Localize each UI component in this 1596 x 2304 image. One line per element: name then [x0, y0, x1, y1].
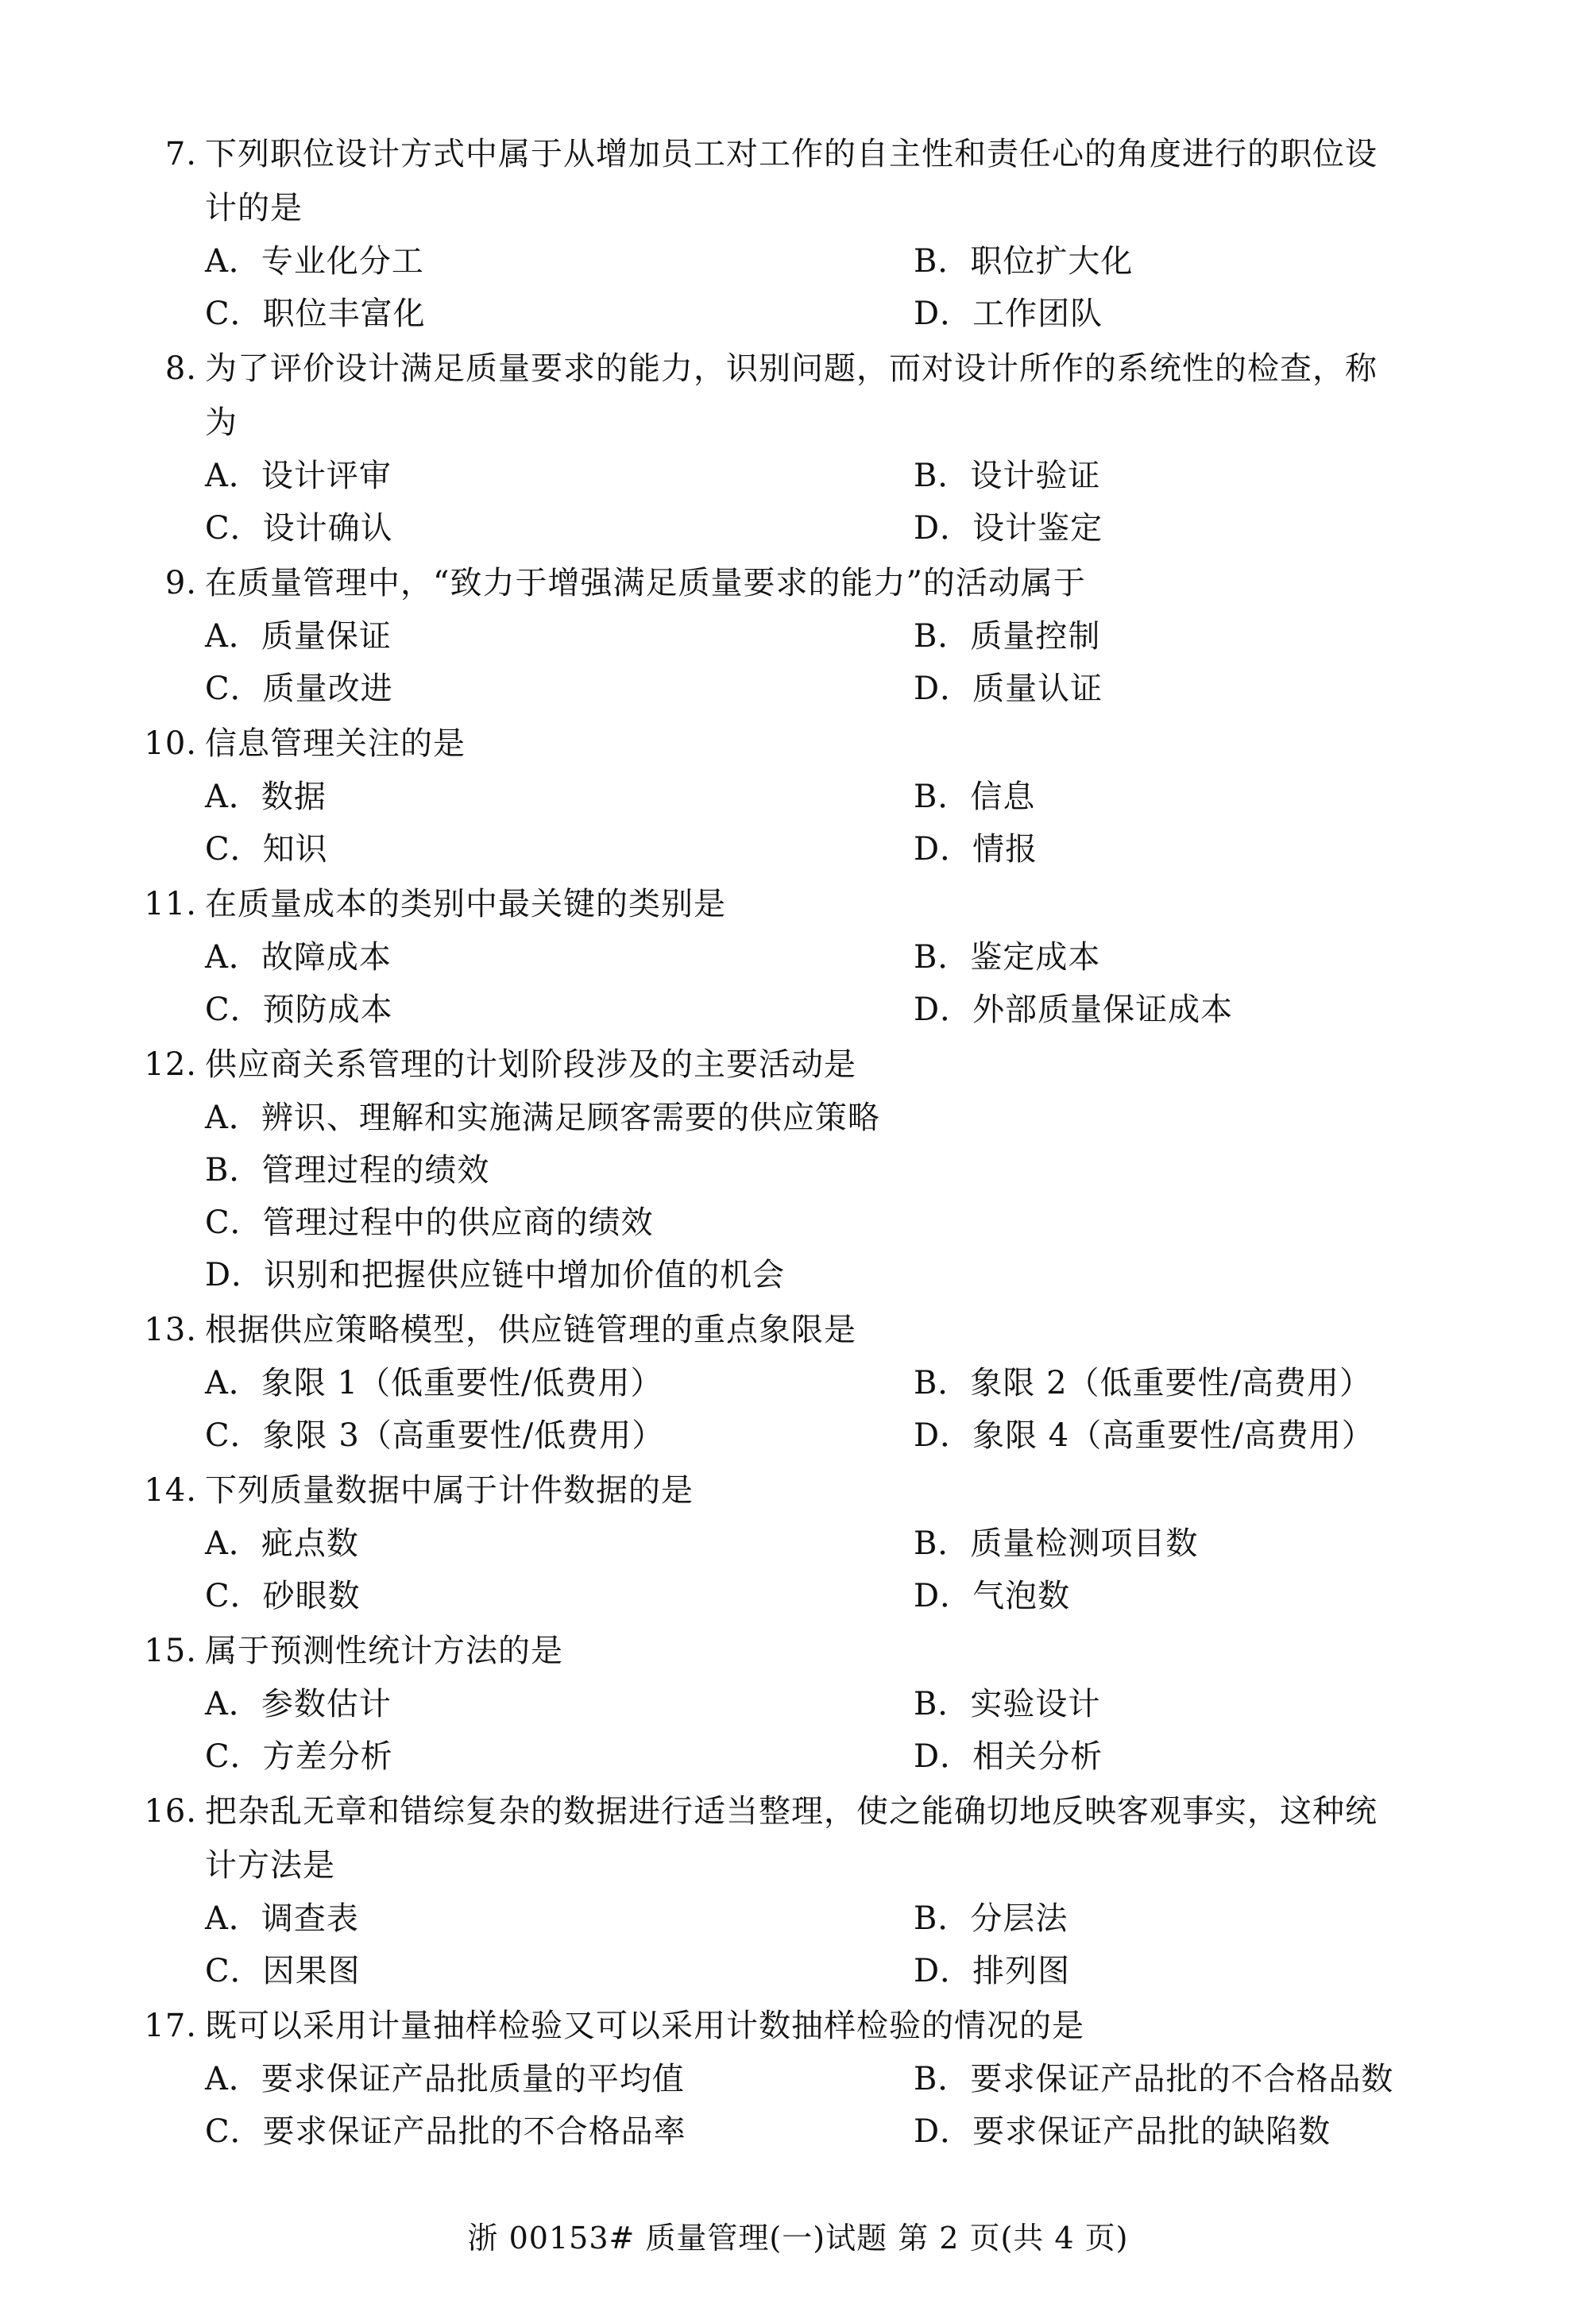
question-stem [0, 127, 1596, 235]
option-a: A．疵点数 [205, 1525, 359, 1562]
question-number: 9. [164, 565, 197, 601]
question-6 [0, 1303, 1596, 1454]
option-b: B．质量控制 [914, 618, 1101, 655]
option-c: C．要求保证产品批的不合格品率 [205, 2113, 686, 2150]
option-c: C．管理过程中的供应商的绩效 [205, 1204, 654, 1241]
question-number: 17. [144, 2008, 197, 2044]
question-number: 11. [144, 886, 197, 922]
option-a: A．专业化分工 [205, 243, 424, 280]
question-text-line: 计的是 [205, 190, 303, 226]
option-d: D．设计鉴定 [914, 510, 1103, 547]
question-1 [0, 342, 1596, 547]
question-3 [0, 717, 1596, 868]
question-text-line: 把杂乱无章和错综复杂的数据进行适当整理，使之能确切地反映客观事实，这种统 [205, 1793, 1378, 1830]
option-b: B．要求保证产品批的不合格品数 [914, 2061, 1394, 2097]
option-d: D．情报 [914, 831, 1038, 868]
question-text-line: 信息管理关注的是 [205, 725, 466, 762]
option-b: B．质量检测项目数 [914, 1525, 1199, 1562]
option-a: A．设计评审 [205, 458, 392, 494]
option-d: D．识别和把握供应链中增加价值的机会 [205, 1257, 786, 1293]
question-stem [0, 1624, 1596, 1678]
option-d: D．工作团队 [914, 296, 1103, 332]
question-text-line: 在质量管理中，“致力于增强满足质量要求的能力”的活动属于 [205, 565, 1086, 601]
question-stem [0, 1303, 1596, 1357]
option-c: C．设计确认 [205, 510, 393, 547]
question-2 [0, 556, 1596, 707]
option-c: C．方差分析 [205, 1738, 393, 1775]
question-stem [0, 877, 1596, 931]
question-stem [0, 1038, 1596, 1092]
option-d: D．象限 4（高重要性/高费用） [914, 1417, 1374, 1454]
option-c: C．象限 3（高重要性/低费用） [205, 1417, 665, 1454]
option-c: C．预防成本 [205, 992, 393, 1028]
question-text-line: 为 [205, 404, 238, 441]
option-a: A．辨识、理解和实施满足顾客需要的供应策略 [205, 1100, 880, 1136]
option-c: C．职位丰富化 [205, 296, 426, 332]
question-text-line: 计方法是 [205, 1847, 335, 1884]
question-text-line: 为了评价设计满足质量要求的能力，识别问题，而对设计所作的系统性的检查，称 [205, 350, 1378, 387]
question-number: 10. [144, 725, 197, 762]
question-0 [0, 127, 1596, 332]
question-text-line: 既可以采用计量抽样检验又可以采用计数抽样检验的情况的是 [205, 2008, 1084, 2044]
question-stem [0, 1463, 1596, 1517]
question-stem [0, 342, 1596, 450]
option-d: D．外部质量保证成本 [914, 992, 1234, 1028]
page-footer: 浙 00153# 质量管理(一)试题 第 2 页(共 4 页) [467, 2221, 1129, 2256]
question-7 [0, 1463, 1596, 1614]
option-b: B．鉴定成本 [914, 939, 1101, 976]
option-a: A．质量保证 [205, 618, 392, 655]
option-c: C．砂眼数 [205, 1578, 361, 1614]
option-d: D．相关分析 [914, 1738, 1103, 1775]
option-d: D．气泡数 [914, 1578, 1071, 1614]
option-b: B．象限 2（低重要性/高费用） [914, 1365, 1373, 1401]
option-b: B．管理过程的绩效 [205, 1152, 490, 1189]
question-stem [0, 1784, 1596, 1892]
question-stem [0, 1999, 1596, 2053]
question-5 [0, 1038, 1596, 1293]
option-a: A．故障成本 [205, 939, 392, 976]
question-text-line: 下列质量数据中属于计件数据的是 [205, 1472, 694, 1509]
question-number: 12. [144, 1046, 197, 1083]
question-number: 8. [164, 350, 197, 387]
question-number: 16. [144, 1793, 197, 1830]
question-9 [0, 1784, 1596, 1989]
option-b: B．信息 [914, 779, 1036, 815]
option-c: C．知识 [205, 831, 328, 868]
option-c: C．因果图 [205, 1953, 361, 1989]
question-number: 7. [164, 136, 197, 172]
question-10 [0, 1999, 1596, 2150]
question-number: 14. [144, 1472, 197, 1509]
question-stem [0, 556, 1596, 610]
question-text-line: 在质量成本的类别中最关键的类别是 [205, 886, 726, 922]
option-a: A．要求保证产品批质量的平均值 [205, 2061, 685, 2097]
option-b: B．分层法 [914, 1900, 1069, 1937]
option-b: B．实验设计 [914, 1686, 1101, 1722]
question-8 [0, 1624, 1596, 1775]
option-a: A．调查表 [205, 1900, 359, 1937]
option-d: D．要求保证产品批的缺陷数 [914, 2113, 1331, 2150]
option-a: A．参数估计 [205, 1686, 392, 1722]
question-text-line: 属于预测性统计方法的是 [205, 1633, 563, 1669]
question-text-line: 下列职位设计方式中属于从增加员工对工作的自主性和责任心的角度进行的职位设 [205, 136, 1378, 172]
option-d: D．质量认证 [914, 671, 1103, 707]
option-d: D．排列图 [914, 1953, 1071, 1989]
question-text-line: 根据供应策略模型，供应链管理的重点象限是 [205, 1312, 856, 1348]
question-text-line: 供应商关系管理的计划阶段涉及的主要活动是 [205, 1046, 856, 1083]
option-b: B．设计验证 [914, 458, 1101, 494]
option-a: A．象限 1（低重要性/低费用） [205, 1365, 663, 1401]
option-a: A．数据 [205, 779, 327, 815]
question-stem [0, 717, 1596, 771]
option-c: C．质量改进 [205, 671, 393, 707]
option-b: B．职位扩大化 [914, 243, 1134, 280]
question-4 [0, 877, 1596, 1028]
question-number: 13. [144, 1312, 197, 1348]
question-number: 15. [144, 1633, 197, 1669]
